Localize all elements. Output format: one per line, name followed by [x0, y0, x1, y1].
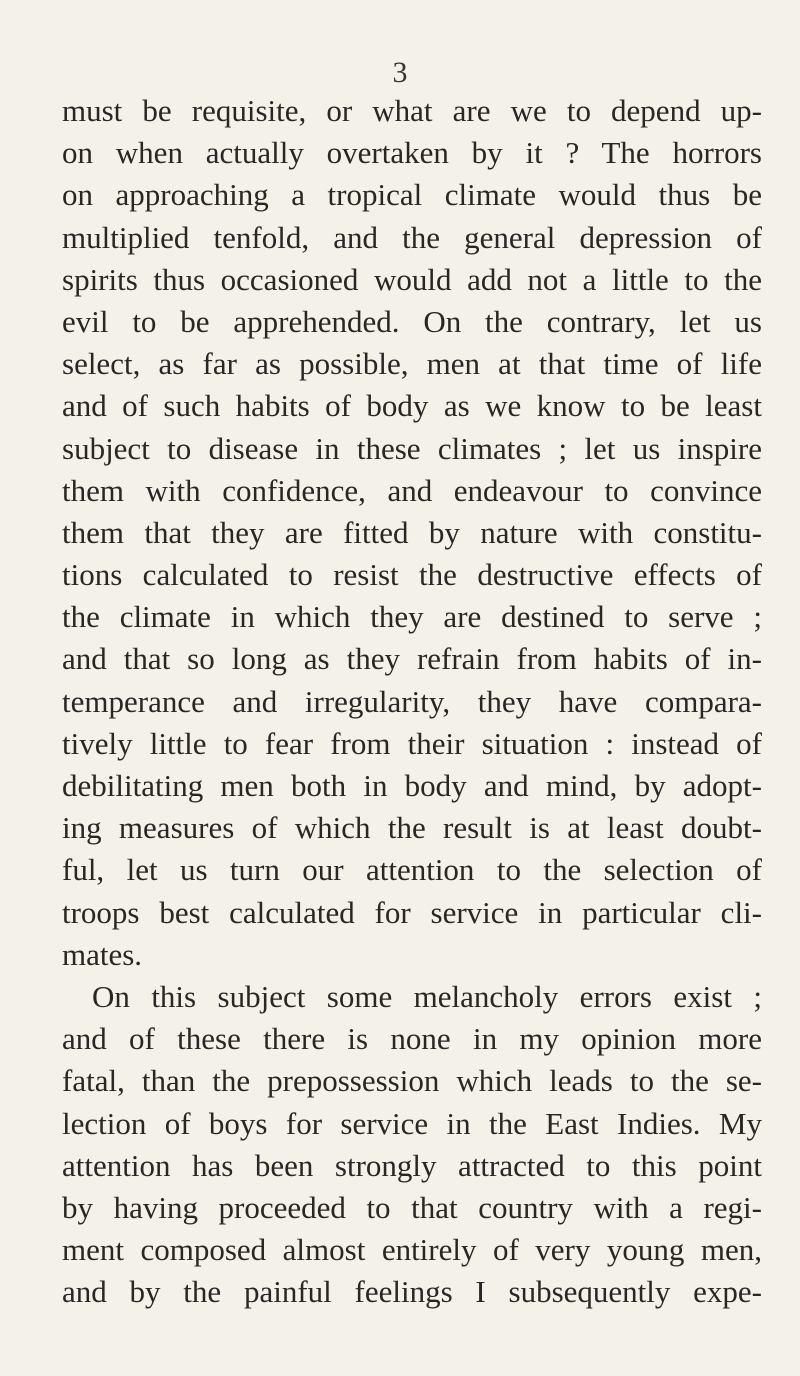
text-line: and by the painful feelings I subsequently expe- — [62, 1274, 762, 1310]
text-line: tions calculated to resist the destructive effects of — [62, 557, 762, 593]
text-line: on when actually overtaken by it ? The horrors — [62, 135, 762, 171]
text-line: and that so long as they refrain from habits of in- — [62, 641, 762, 677]
text-line: them that they are fitted by nature with constitu- — [62, 514, 762, 550]
text-line: multiplied tenfold, and the general depression of — [62, 219, 762, 255]
text-line: must be requisite, or what are we to depend up- — [62, 93, 762, 128]
text-line: temperance and irregularity, they have compara- — [62, 683, 762, 719]
text-line: and of such habits of body as we know to be least — [62, 388, 762, 424]
paragraph-end-line: mates. — [62, 936, 143, 972]
body-text — [62, 90, 762, 1313]
text-line: them with confidence, and endeavour to convince — [62, 472, 762, 508]
text-line: ing measures of which the result is at least doubt- — [62, 810, 762, 846]
text-line: the climate in which they are destined to serve ; — [62, 599, 762, 635]
text-line: ful, let us turn our attention to the selection of — [62, 852, 762, 888]
text-line: ment composed almost entirely of very young men, — [62, 1232, 762, 1268]
text-line: lection of boys for service in the East Indies. My — [62, 1105, 762, 1141]
text-line: evil to be apprehended. On the contrary, let us — [62, 303, 762, 339]
text-line: tively little to fear from their situation : instead of — [62, 725, 762, 761]
text-line: fatal, than the prepossession which leads to the se- — [62, 1063, 762, 1099]
text-line: and of these there is none in my opinion more — [62, 1021, 762, 1057]
text-line: subject to disease in these climates ; let us inspire — [62, 430, 762, 466]
text-line: select, as far as possible, men at that time of life — [62, 346, 762, 382]
text-line: debilitating men both in body and mind, by adopt- — [62, 768, 762, 803]
text-line: by having proceeded to that country with a regi- — [62, 1189, 762, 1225]
text-line: troops best calculated for service in particular cli- — [62, 894, 762, 930]
text-line: on approaching a tropical climate would thus be — [62, 177, 762, 213]
paragraph-start-line: On this subject some melancholy errors exist ; — [92, 978, 762, 1014]
text-line: attention has been strongly attracted to this point — [62, 1147, 762, 1183]
page-number: 3 — [392, 56, 408, 89]
text-line: spirits thus occasioned would add not a little to the — [62, 261, 762, 297]
